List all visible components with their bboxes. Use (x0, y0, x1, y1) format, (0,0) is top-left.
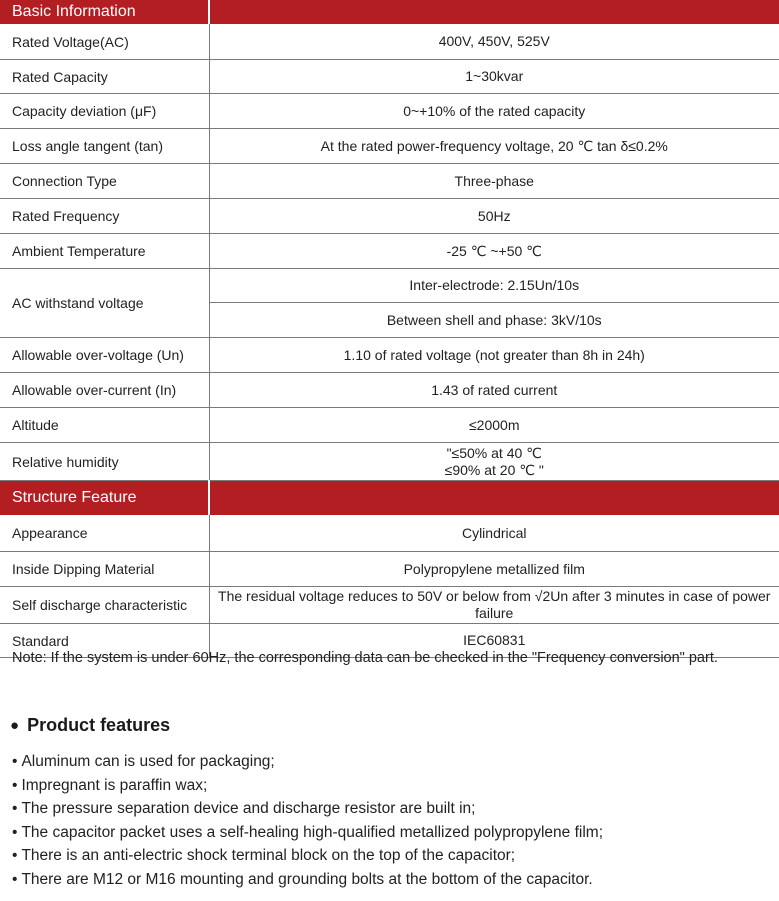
spec-label: Rated Voltage(AC) (0, 24, 209, 60)
structure-feature-header: Structure Feature (0, 481, 209, 516)
table-row (0, 94, 779, 129)
structure-feature-header-row (0, 481, 779, 516)
spec-label: Self discharge characteristic (0, 587, 209, 624)
spec-value: The residual voltage reduces to 50V or below from √2Un after 3 minutes in case of power failure (209, 587, 779, 624)
table-row (0, 338, 779, 373)
spec-value: -25 ℃ ~+50 ℃ (209, 234, 779, 269)
spec-value: Between shell and phase: 3kV/10s (209, 303, 779, 338)
spec-value: 1.10 of rated voltage (not greater than 8h in 24h) (209, 338, 779, 373)
spec-label: AC withstand voltage (0, 269, 209, 338)
list-item: • There is an anti-electric shock terminal block on the top of the capacitor; (12, 844, 603, 868)
spec-value: IEC60831 (209, 624, 779, 658)
bullet-icon: ● (10, 717, 20, 734)
spec-label: Appearance (0, 515, 209, 552)
list-item: • The pressure separation device and discharge resistor are built in; (12, 797, 603, 821)
product-features-list (12, 750, 603, 892)
table-row (0, 269, 779, 303)
table-row (0, 60, 779, 94)
spec-value: Three-phase (209, 164, 779, 199)
list-item: • Aluminum can is used for packaging; (12, 750, 603, 774)
spec-value: Inter-electrode: 2.15Un/10s (209, 269, 779, 303)
table-row (0, 129, 779, 164)
spec-label: Capacity deviation (μF) (0, 94, 209, 129)
spec-value: At the rated power-frequency voltage, 20 ℃ tan δ≤0.2% (209, 129, 779, 164)
table-row (0, 552, 779, 587)
basic-information-header-row (0, 0, 779, 24)
table-row (0, 587, 779, 624)
spec-value: 50Hz (209, 199, 779, 234)
spec-label: Allowable over-current (In) (0, 373, 209, 408)
list-item: • The capacitor packet uses a self-healing high-qualified metallized polypropylene film; (12, 821, 603, 845)
basic-information-header: Basic Information (0, 0, 209, 24)
spec-label: Loss angle tangent (tan) (0, 129, 209, 164)
table-row (0, 234, 779, 269)
table-row (0, 24, 779, 60)
spec-label: Ambient Temperature (0, 234, 209, 269)
table-row (0, 164, 779, 199)
table-row (0, 199, 779, 234)
spec-value: Polypropylene metallized film (209, 552, 779, 587)
spec-label: Rated Frequency (0, 199, 209, 234)
product-features-heading (10, 715, 170, 736)
list-item: • Impregnant is paraffin wax; (12, 774, 603, 798)
product-features-title: Product features (27, 715, 171, 735)
spec-label: Connection Type (0, 164, 209, 199)
spec-label: Altitude (0, 408, 209, 443)
spec-value: 1.43 of rated current (209, 373, 779, 408)
spec-label: Rated Capacity (0, 60, 209, 94)
spec-value: 0~+10% of the rated capacity (209, 94, 779, 129)
table-row (0, 408, 779, 443)
spec-label: Standard (0, 624, 209, 658)
frequency-note: Note: If the system is under 60Hz, the corresponding data can be checked in the "Frequency conversion" part. (12, 650, 718, 666)
humidity-line-2: ≤90% at 20 ℃ " (444, 461, 544, 478)
table-row (0, 443, 779, 481)
spec-value: 1~30kvar (209, 60, 779, 94)
spec-value: ≤2000m (209, 408, 779, 443)
table-row (0, 515, 779, 552)
spec-value (209, 443, 779, 481)
table-row (0, 373, 779, 408)
list-item: • There are M12 or M16 mounting and grounding bolts at the bottom of the capacitor. (12, 868, 603, 892)
spec-label: Allowable over-voltage (Un) (0, 338, 209, 373)
spec-value: 400V, 450V, 525V (209, 24, 779, 60)
spec-label: Inside Dipping Material (0, 552, 209, 587)
spec-value: Cylindrical (209, 515, 779, 552)
spec-label: Relative humidity (0, 443, 209, 481)
humidity-line-1: "≤50% at 40 ℃ (446, 444, 542, 461)
